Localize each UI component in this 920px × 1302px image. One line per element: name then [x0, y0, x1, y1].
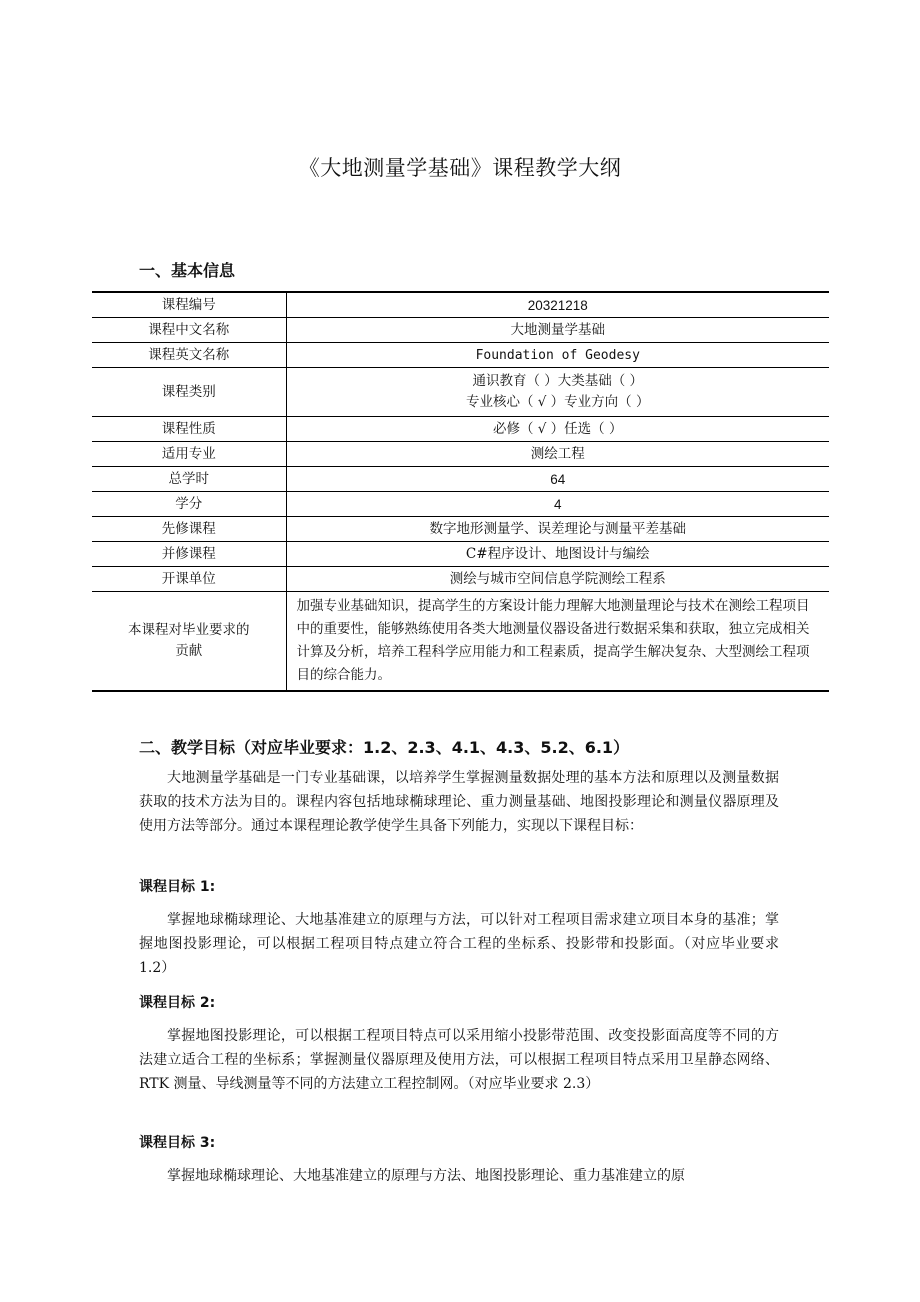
row-value: 20321218: [286, 292, 829, 318]
goal-3-text: 掌握地球椭球理论、大地基准建立的原理与方法、地图投影理论、重力基准建立的原: [167, 1168, 685, 1184]
goal-2-text: 掌握地图投影理论，可以根据工程项目特点可以采用缩小投影带范围、改变投影面高度等不同的方法建立适合工程的坐标系；掌握测量仪器原理及使用方法，可以根据工程项目特点采用卫星静态网络、RTK 测量、导线测量等不同的方法建立工程控制网。（对应毕业要求 2.3）: [139, 1028, 779, 1092]
table-row: [92, 292, 829, 318]
row-label: 课程中文名称: [92, 318, 286, 343]
goal-3-title: 课程目标 3:: [139, 1135, 216, 1151]
basic-info-table: [92, 291, 829, 692]
row-value: 数字地形测量学、误差理论与测量平差基础: [286, 517, 829, 542]
row-label: 开课单位: [92, 567, 286, 592]
table-row: [92, 442, 829, 467]
row-value: 测绘与城市空间信息学院测绘工程系: [286, 567, 829, 592]
row-value: [286, 368, 829, 417]
table-row: [92, 467, 829, 492]
goal-1-text: 掌握地球椭球理论、大地基准建立的原理与方法，可以针对工程项目需求建立项目本身的基准；掌握地图投影理论，可以根据工程项目特点建立符合工程的坐标系、投影带和投影面。（对应毕业要求 1.2）: [139, 912, 779, 976]
table-row: [92, 542, 829, 567]
row-value: 必修（ √ ）任选（ ）: [286, 417, 829, 442]
document-title: 《大地测量学基础》课程教学大纲: [298, 156, 622, 180]
course-category-line-2: 专业核心（ √ ）专业方向（ ）: [466, 394, 650, 410]
section-heading-basic-info: 一、基本信息: [139, 261, 236, 280]
section-heading-teaching-goals: 二、教学目标（对应毕业要求：1.2、2.3、4.1、4.3、5.2、6.1）: [139, 738, 630, 757]
row-value: C#程序设计、地图设计与编绘: [286, 542, 829, 567]
row-label: 课程性质: [92, 417, 286, 442]
table-row: [92, 343, 829, 368]
row-label: 课程英文名称: [92, 343, 286, 368]
row-value: 64: [286, 467, 829, 492]
row-value: 测绘工程: [286, 442, 829, 467]
row-label: 并修课程: [92, 542, 286, 567]
row-label: 先修课程: [92, 517, 286, 542]
goal-1-title: 课程目标 1:: [139, 879, 216, 895]
row-label: 适用专业: [92, 442, 286, 467]
table-row: [92, 492, 829, 517]
row-label: 课程编号: [92, 292, 286, 318]
row-label: 总学时: [92, 467, 286, 492]
contribution-text: 加强专业基础知识，提高学生的方案设计能力理解大地测量理论与技术在测绘工程项目中的重要性，能够熟练使用各类大地测量仪器设备进行数据采集和获取，独立完成相关计算及分析，培养工程科学应用能力和工程素质，提高学生解决复杂、大型测绘工程项目的综合能力。: [286, 592, 829, 692]
row-label: [92, 592, 286, 692]
contribution-label-line-2: 贡献: [175, 643, 203, 659]
contribution-label-line-1: 本课程对毕业要求的: [128, 622, 250, 638]
goal-2-title: 课程目标 2:: [139, 995, 216, 1011]
row-value: 大地测量学基础: [286, 318, 829, 343]
table-row: [92, 592, 829, 692]
table-row: [92, 517, 829, 542]
row-label: 课程类别: [92, 368, 286, 417]
intro-paragraph: 大地测量学基础是一门专业基础课，以培养学生掌握测量数据处理的基本方法和原理以及测量数据获取的技术方法为目的。课程内容包括地球椭球理论、重力测量基础、地图投影理论和测量仪器原理及使用方法等部分。通过本课程理论教学使学生具备下列能力，实现以下课程目标：: [139, 770, 779, 834]
row-value: Foundation of Geodesy: [286, 343, 829, 368]
table-row: [92, 417, 829, 442]
row-value: 4: [286, 492, 829, 517]
table-row: [92, 567, 829, 592]
table-row: [92, 368, 829, 417]
table-row: [92, 318, 829, 343]
row-label: 学分: [92, 492, 286, 517]
course-category-line-1: 通识教育（ ）大类基础（ ）: [472, 373, 644, 389]
